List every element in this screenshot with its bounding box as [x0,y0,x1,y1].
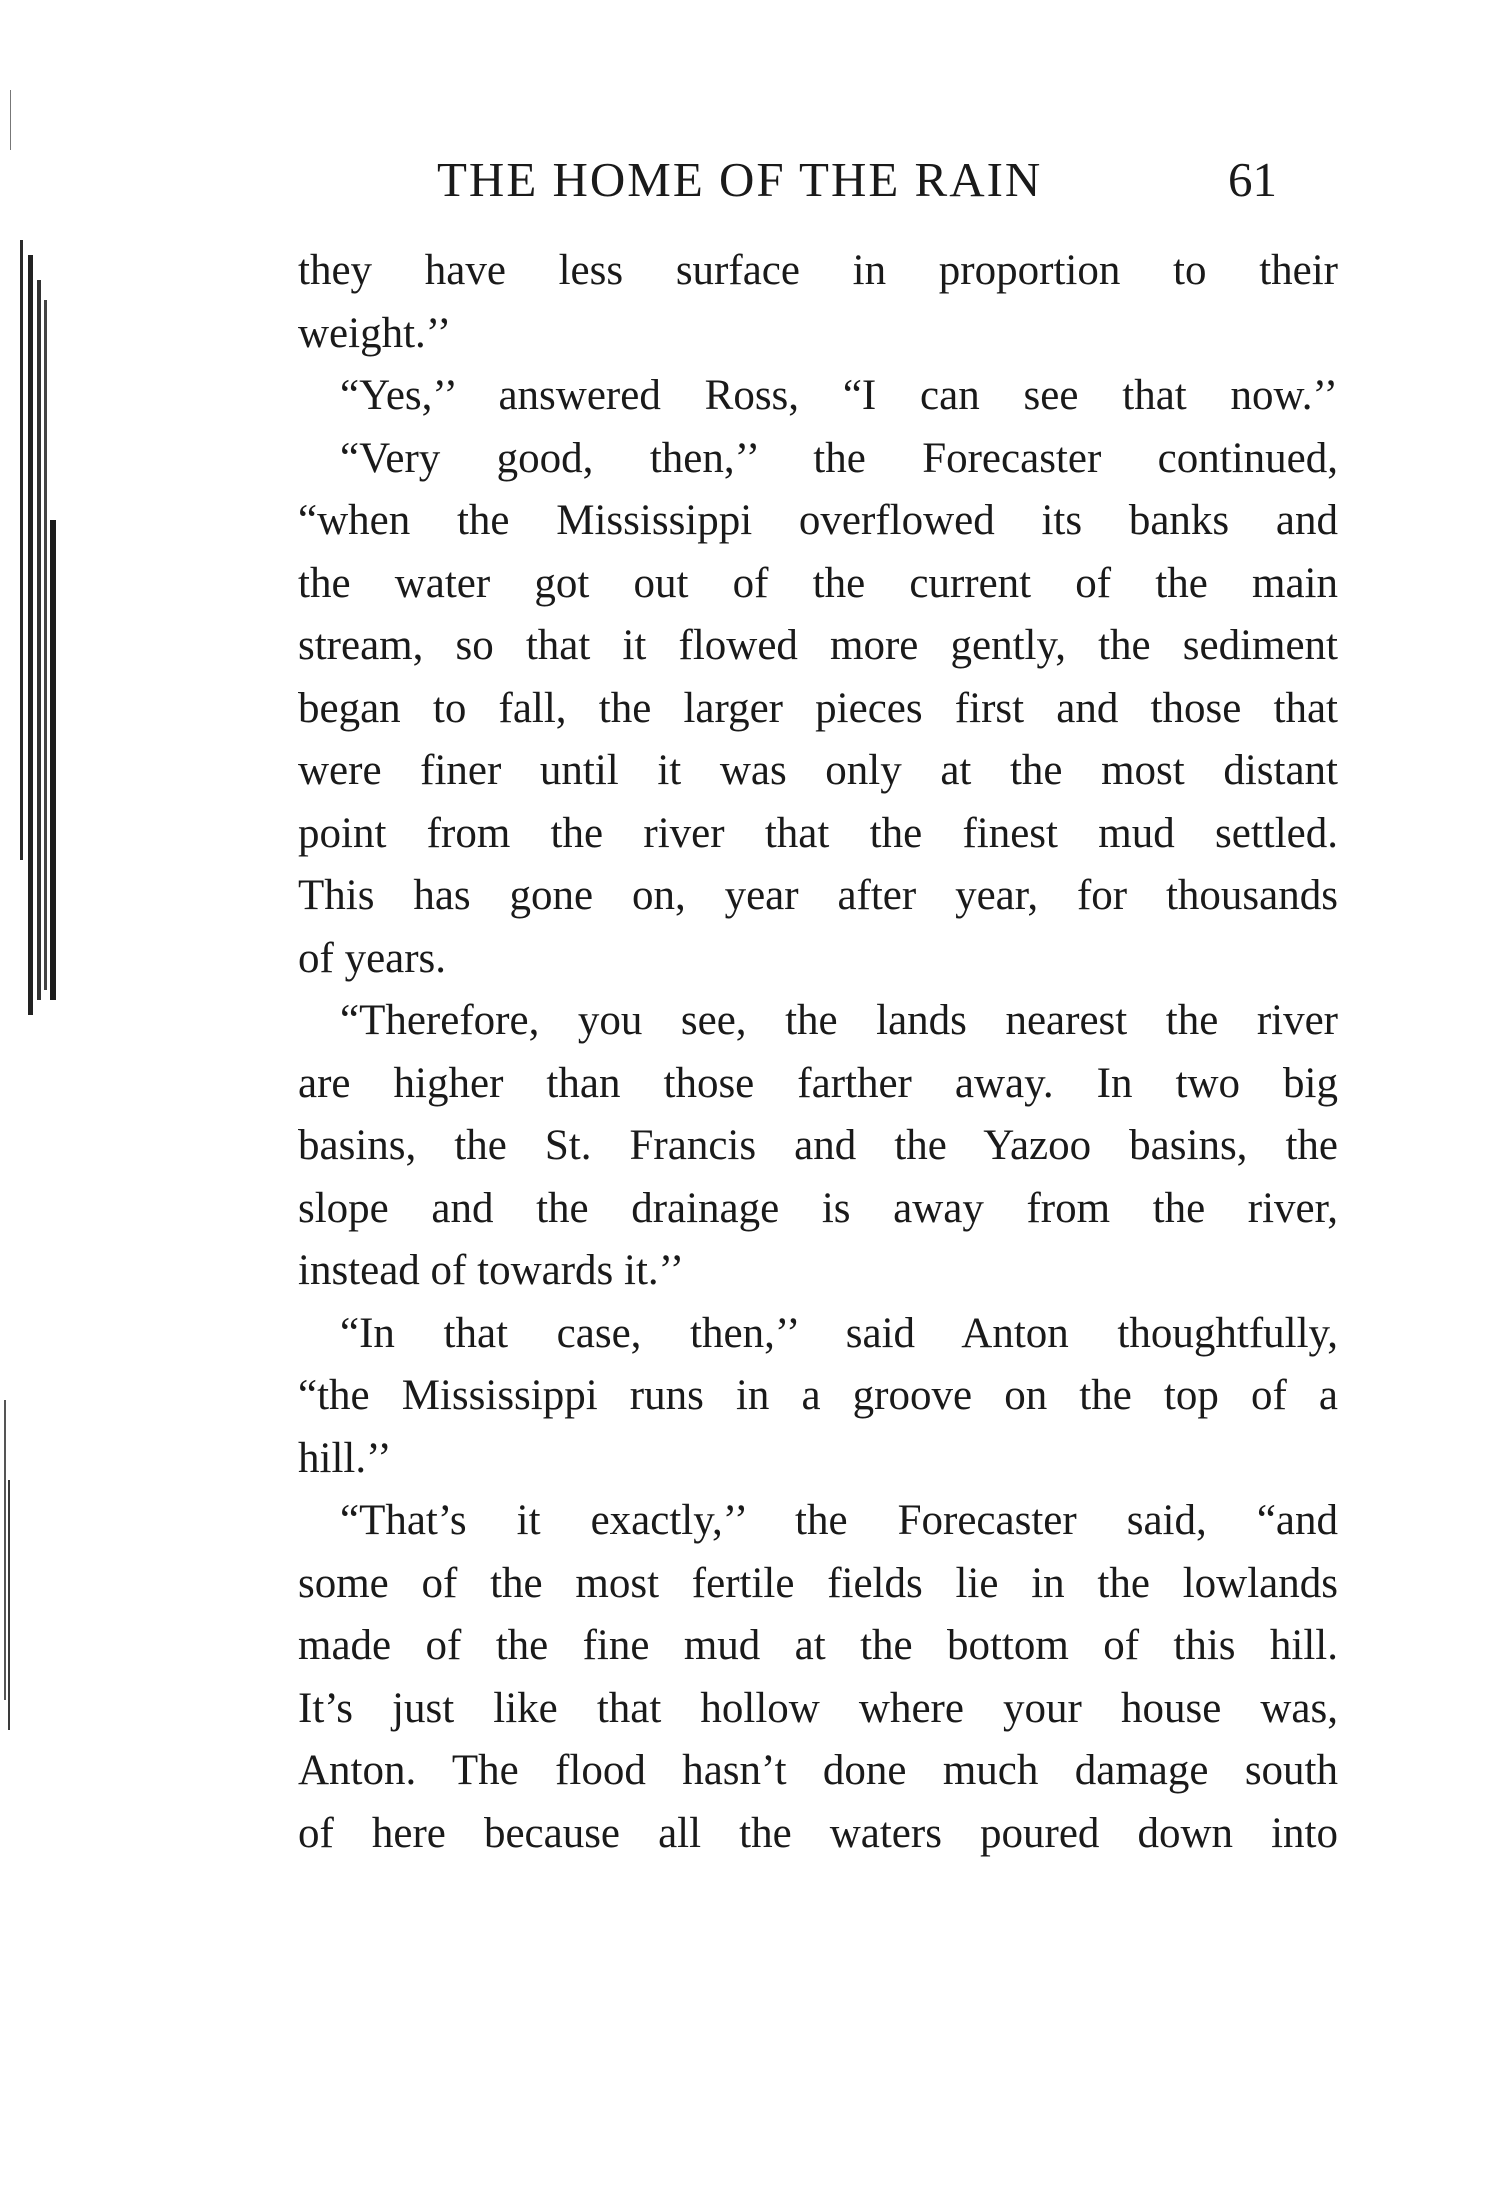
text-line: It’s just like that hollow where your house was, [298,1684,1338,1732]
text-line: slope and the drainage is away from the river, [298,1184,1338,1232]
page-number: 61 [1228,152,1277,207]
text-line: basins, the St. Francis and the Yazoo basins, the [298,1122,1338,1169]
text-line: instead of towards it.’’ [298,1247,685,1294]
text-line: made of the fine mud at the bottom of this hill. [298,1622,1338,1669]
text-line: “That’s it exactly,’’ the Forecaster said, “and [340,1497,1338,1544]
text-line: of here because all the waters poured down into [298,1809,1338,1857]
running-title: THE HOME OF THE RAIN [437,152,1043,207]
text-line: some of the most fertile fields lie in the lowlands [298,1559,1338,1607]
text-line: began to fall, the larger pieces first and those that [298,684,1338,732]
text-line: weight.’’ [298,309,452,357]
text-line: are higher than those farther away. In two big [298,1059,1338,1107]
body-text [298,240,1338,1865]
text-line: “when the Mississippi overflowed its banks and [298,497,1338,544]
text-line: they have less surface in proportion to their [298,247,1338,294]
text-line: “Yes,’’ answered Ross, “I can see that now.’’ [340,372,1338,419]
text-line: This has gone on, year after year, for thousands [298,872,1338,919]
text-line: “Therefore, you see, the lands nearest the river [340,997,1338,1044]
text-line: “In that case, then,’’ said Anton thoughtfully, [340,1309,1338,1357]
text-line: hill.’’ [298,1434,392,1482]
text-line: were finer until it was only at the most distant [298,747,1338,794]
text-line: of years. [298,934,447,982]
text-line: the water got out of the current of the main [298,559,1338,607]
text-line: “Very good, then,’’ the Forecaster continued, [340,434,1338,482]
text-line: Anton. The flood hasn’t done much damage south [298,1747,1338,1794]
text-line: point from the river that the finest mud settled. [298,809,1338,857]
running-head [437,150,1277,210]
binding-shadow [0,0,90,2186]
text-line: stream, so that it flowed more gently, the sediment [298,622,1338,669]
text-line: “the Mississippi runs in a groove on the top of a [298,1372,1338,1419]
